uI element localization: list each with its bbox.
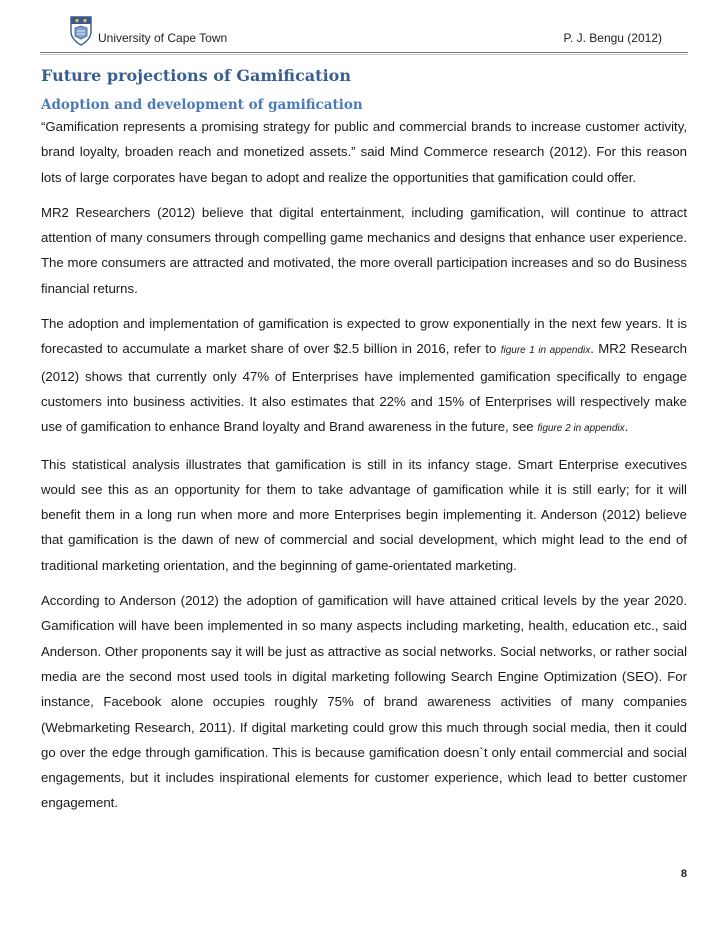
page-number: 8 [680, 868, 687, 880]
paragraph-1: “Gamification represents a promising strategy for public and commercial brands to increase customer activity, brand loyalty, broaden reach and monetized assets.” said Mind Commerce research (2012). For this reason lots of large corporates have began to adopt and realize the opportunities that gamification could offer. [41, 119, 687, 185]
figure-1-reference: figure 1 in appendix [500, 345, 591, 357]
header-institution: University of Cape Town [98, 31, 228, 45]
section-title: Future projections of Gamification [41, 66, 351, 85]
header-rule [40, 52, 688, 53]
header-author-year: P. J. Bengu (2012) [563, 31, 662, 45]
header-rule-secondary [40, 54, 688, 55]
paragraph-3 [41, 311, 687, 441]
paragraph-5: According to Anderson (2012) the adoption of gamification will have attained critical levels by the year 2020. Gamification will have been implemented in so many aspects including marketing, health, education etc., said Anderson. Other proponents say it will be just as attractive as social networks. Social networks, or rather social media are the second most used tools in digital marketing following Search Engine Optimization (SEO). For instance, Facebook alone occupies roughly 75% of brand awareness activities of many companies (Webmarketing Research, 2011). If digital marketing could grow this much through social media, then it could go over the edge through gamification. This is because gamification doesn`t only entail commercial and social engagements, but it includes inspirational elements for customer experience, which lead to better customer engagement. [41, 593, 687, 811]
university-crest-icon [68, 14, 94, 48]
page-content [41, 63, 687, 826]
figure-2-reference: figure 2 in appendix [537, 423, 625, 435]
subsection-title: Adoption and development of gamification [41, 97, 363, 113]
paragraph-3-text-b: . MR2 Research (2012) shows that currently only 47% of Enterprises have implemented gamification specifically to engage customers into business activities. It also estimates that 22% and 15% of Enterprises will respectively make use of gamification to enhance Brand loyalty and Brand awareness in the future, see [41, 341, 687, 435]
paragraph-2: MR2 Researchers (2012) believe that digital entertainment, including gamification, will continue to attract attention of many consumers through compelling game mechanics and designs that enhance user experience. The more consumers are attracted and motivated, the more overall participation increases and so do Business financial returns. [41, 204, 687, 296]
paragraph-3-text-c: . [624, 419, 629, 435]
paragraph-3-text-a: The adoption and implementation of gamification is expected to grow exponentially in the next few years. It is forecasted to accumulate a market share of over $2.5 billion in 2016, refer to [41, 316, 687, 357]
paragraph-4: This statistical analysis illustrates that gamification is still in its infancy stage. Smart Enterprise executives would see this as an opportunity for them to take advantage of gamification while it is still early; for it will benefit them in a long run when more and more Enterprises begin implementing it. Anderson (2012) believe that gamification is the dawn of new of commercial and social development, which might lead to the end of traditional marketing orientation, and the beginning of game-orientated marketing. [41, 456, 687, 573]
page-header [40, 14, 688, 54]
